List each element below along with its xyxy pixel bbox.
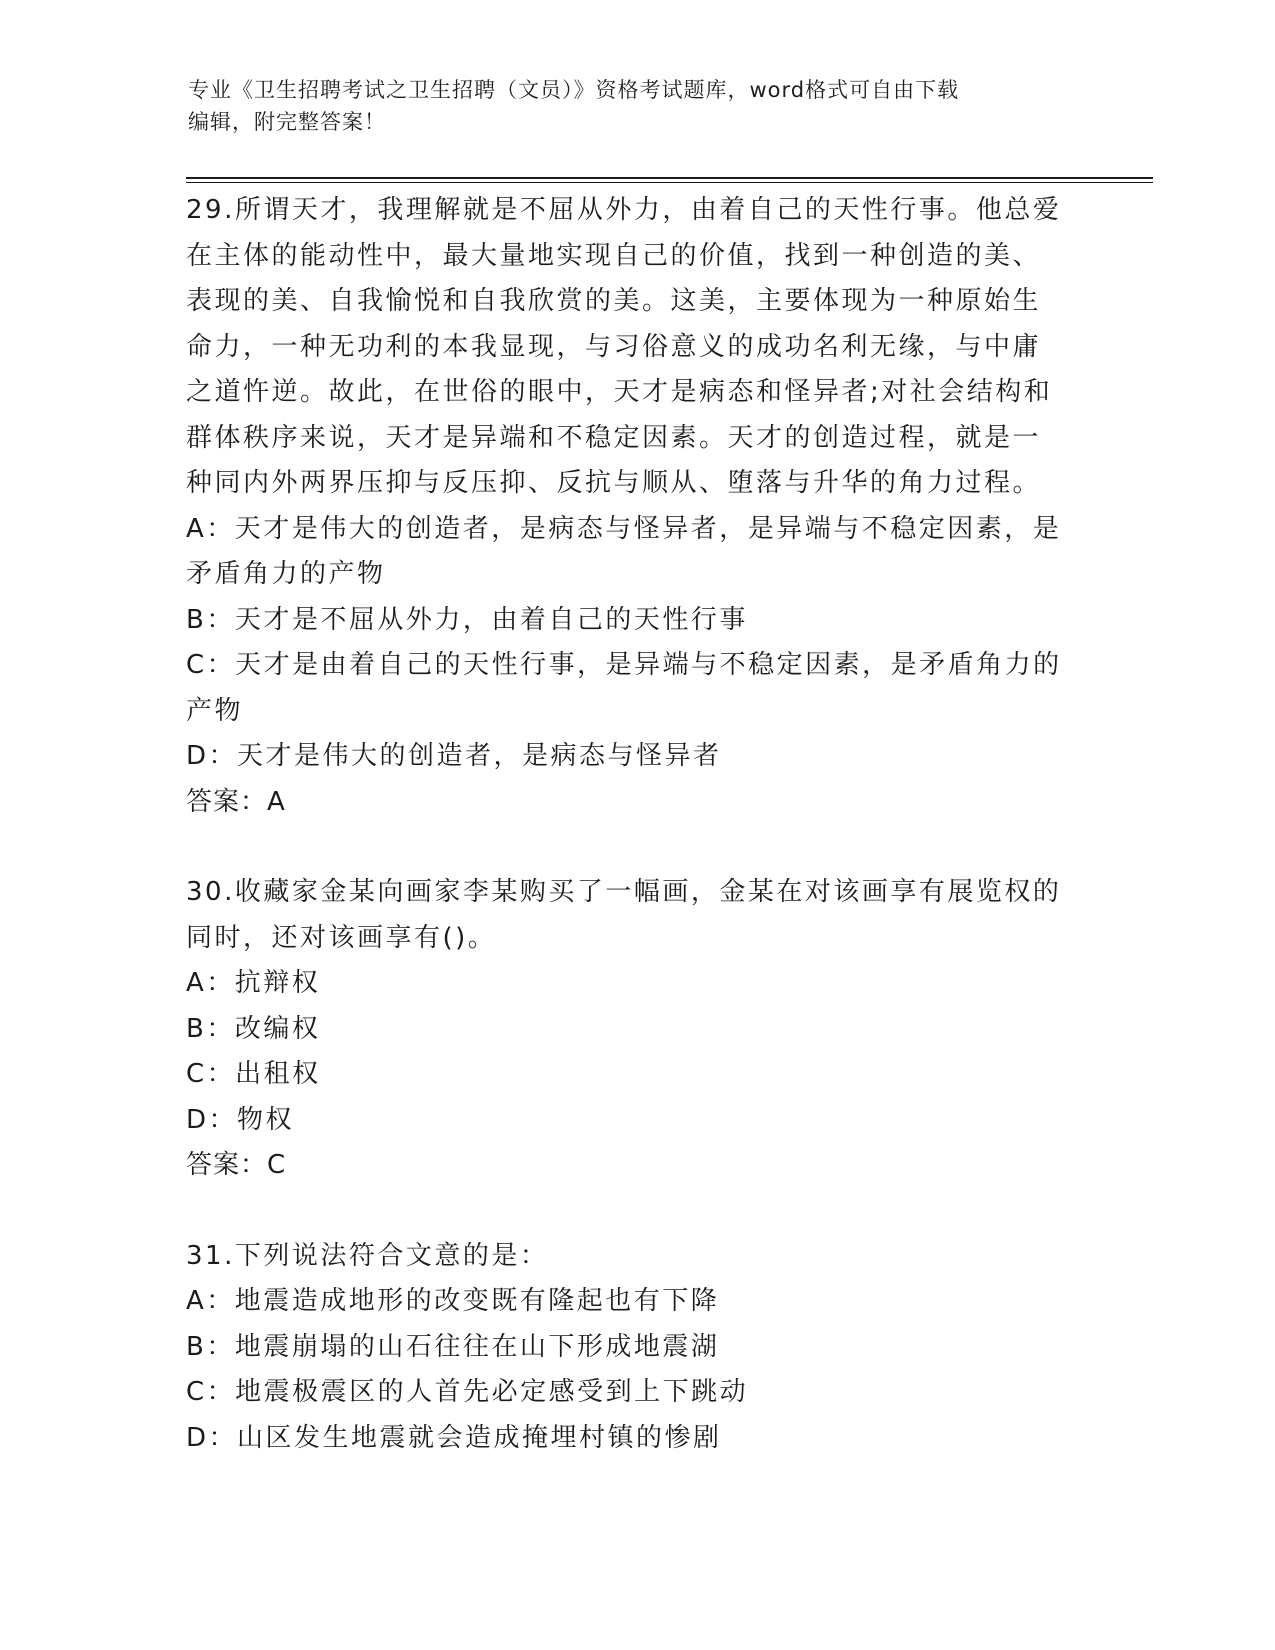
question-stem-line: 之道忤逆。故此，在世俗的眼中，天才是病态和怪异者;对社会结构和 — [186, 377, 1053, 407]
option-a-continued: 矛盾角力的产物 — [186, 559, 386, 589]
header-line-2: 编辑，附完整答案！ — [188, 110, 386, 134]
question-31 — [186, 1234, 1086, 1462]
option-d: D：天才是伟大的创造者，是病态与怪异者 — [186, 741, 722, 771]
question-stem-line: 种同内外两界压抑与反压抑、反抗与顺从、堕落与升华的角力过程。 — [186, 468, 1042, 498]
option-d: D：山区发生地震就会造成掩埋村镇的惨剧 — [186, 1422, 722, 1453]
question-stem-line: 命力，一种无功利的本我显现，与习俗意义的成功名利无缘，与中庸 — [186, 331, 1042, 362]
option-d: D：物权 — [186, 1104, 295, 1135]
question-stem-line: 群体秩序来说，天才是异端和不稳定因素。天才的创造过程，就是一 — [186, 422, 1042, 453]
option-a: A：天才是伟大的创造者，是病态与怪异者，是异端与不稳定因素，是 — [186, 513, 1062, 544]
question-list — [186, 188, 1086, 1461]
option-b: B：改编权 — [186, 1013, 321, 1044]
question-spacer — [186, 1189, 1086, 1234]
question-29 — [186, 188, 1086, 825]
question-spacer — [186, 825, 1086, 870]
option-a: A：抗辩权 — [186, 968, 321, 998]
question-stem-line: 在主体的能动性中，最大量地实现自己的价值，找到一种创造的美、 — [186, 240, 1042, 271]
option-c: C：天才是由着自己的天性行事，是异端与不稳定因素，是矛盾角力的 — [186, 650, 1062, 680]
option-b: B：地震崩塌的山石往往在山下形成地震湖 — [186, 1331, 720, 1362]
question-stem-line: 31.下列说法符合文意的是： — [186, 1240, 549, 1271]
option-c-continued: 产物 — [186, 695, 244, 726]
answer-line: 答案：A — [186, 786, 286, 817]
header-divider-thick — [186, 177, 1153, 179]
answer-line: 答案：C — [186, 1150, 287, 1180]
document-header — [188, 74, 1068, 138]
option-b: B：天才是不屈从外力，由着自己的天性行事 — [186, 604, 748, 635]
question-stem-line: 30.收藏家金某向画家李某购买了一幅画，金某在对该画享有展览权的 — [186, 877, 1062, 907]
question-stem-line: 29.所谓天才，我理解就是不屈从外力，由着自己的天性行事。他总爱 — [186, 195, 1062, 225]
option-c: C：地震极震区的人首先必定感受到上下跳动 — [186, 1377, 749, 1407]
header-divider-thin — [186, 182, 1153, 183]
option-a: A：地震造成地形的改变既有隆起也有下降 — [186, 1286, 720, 1316]
question-30 — [186, 870, 1086, 1189]
question-stem-line: 表现的美、自我愉悦和自我欣赏的美。这美，主要体现为一种原始生 — [186, 286, 1042, 316]
option-c: C：出租权 — [186, 1059, 321, 1089]
question-stem-line: 同时，还对该画享有()。 — [186, 922, 497, 953]
header-line-1: 专业《卫生招聘考试之卫生招聘（文员）》资格考试题库，word格式可自由下载 — [188, 78, 960, 102]
